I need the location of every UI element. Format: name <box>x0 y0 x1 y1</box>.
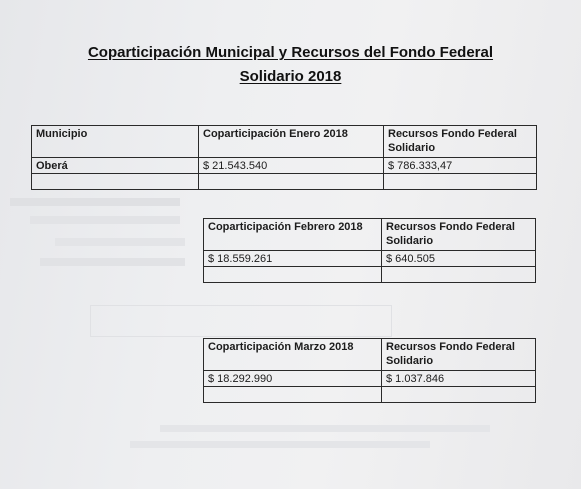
cell-recursos: $ 1.037.846 <box>382 371 536 387</box>
bleed-through-text <box>90 305 392 337</box>
table-row <box>32 158 537 174</box>
header-recursos-fondo: Recursos Fondo Federal Solidario <box>382 219 536 251</box>
cell-recursos: $ 640.505 <box>382 251 536 267</box>
document-title-line-2: Solidario 2018 <box>239 68 342 85</box>
table-row <box>204 371 536 387</box>
bleed-through-text <box>10 198 180 206</box>
header-coparticipacion-febrero: Coparticipación Febrero 2018 <box>204 219 382 251</box>
document-title-line-1: Coparticipación Municipal y Recursos del Fondo Federal <box>87 44 494 61</box>
bleed-through-text <box>40 258 185 266</box>
table-row-empty <box>204 387 536 403</box>
bleed-through-text <box>160 425 490 432</box>
table-header-row <box>32 126 537 158</box>
table-row-empty <box>204 267 536 283</box>
table-coparticipacion-marzo <box>203 338 536 403</box>
empty-cell <box>199 174 384 190</box>
table-coparticipacion-enero <box>31 125 537 190</box>
table-header-row <box>204 219 536 251</box>
empty-cell <box>382 387 536 403</box>
empty-cell <box>384 174 537 190</box>
header-recursos-fondo: Recursos Fondo Federal Solidario <box>384 126 537 158</box>
bleed-through-text <box>130 441 430 448</box>
cell-recursos: $ 786.333,47 <box>384 158 537 174</box>
bleed-through-text <box>55 238 185 246</box>
cell-coparticipacion: $ 18.559.261 <box>204 251 382 267</box>
cell-coparticipacion: $ 18.292.990 <box>204 371 382 387</box>
header-coparticipacion-enero: Coparticipación Enero 2018 <box>199 126 384 158</box>
table-coparticipacion-febrero <box>203 218 536 283</box>
header-recursos-fondo: Recursos Fondo Federal Solidario <box>382 339 536 371</box>
empty-cell <box>382 267 536 283</box>
table-header-row <box>204 339 536 371</box>
empty-cell <box>204 387 382 403</box>
cell-coparticipacion: $ 21.543.540 <box>199 158 384 174</box>
empty-cell <box>204 267 382 283</box>
table-row <box>204 251 536 267</box>
bleed-through-text <box>30 216 180 224</box>
header-municipio: Municipio <box>32 126 199 158</box>
empty-cell <box>32 174 199 190</box>
header-coparticipacion-marzo: Coparticipación Marzo 2018 <box>204 339 382 371</box>
cell-municipio: Oberá <box>32 158 199 174</box>
table-row-empty <box>32 174 537 190</box>
